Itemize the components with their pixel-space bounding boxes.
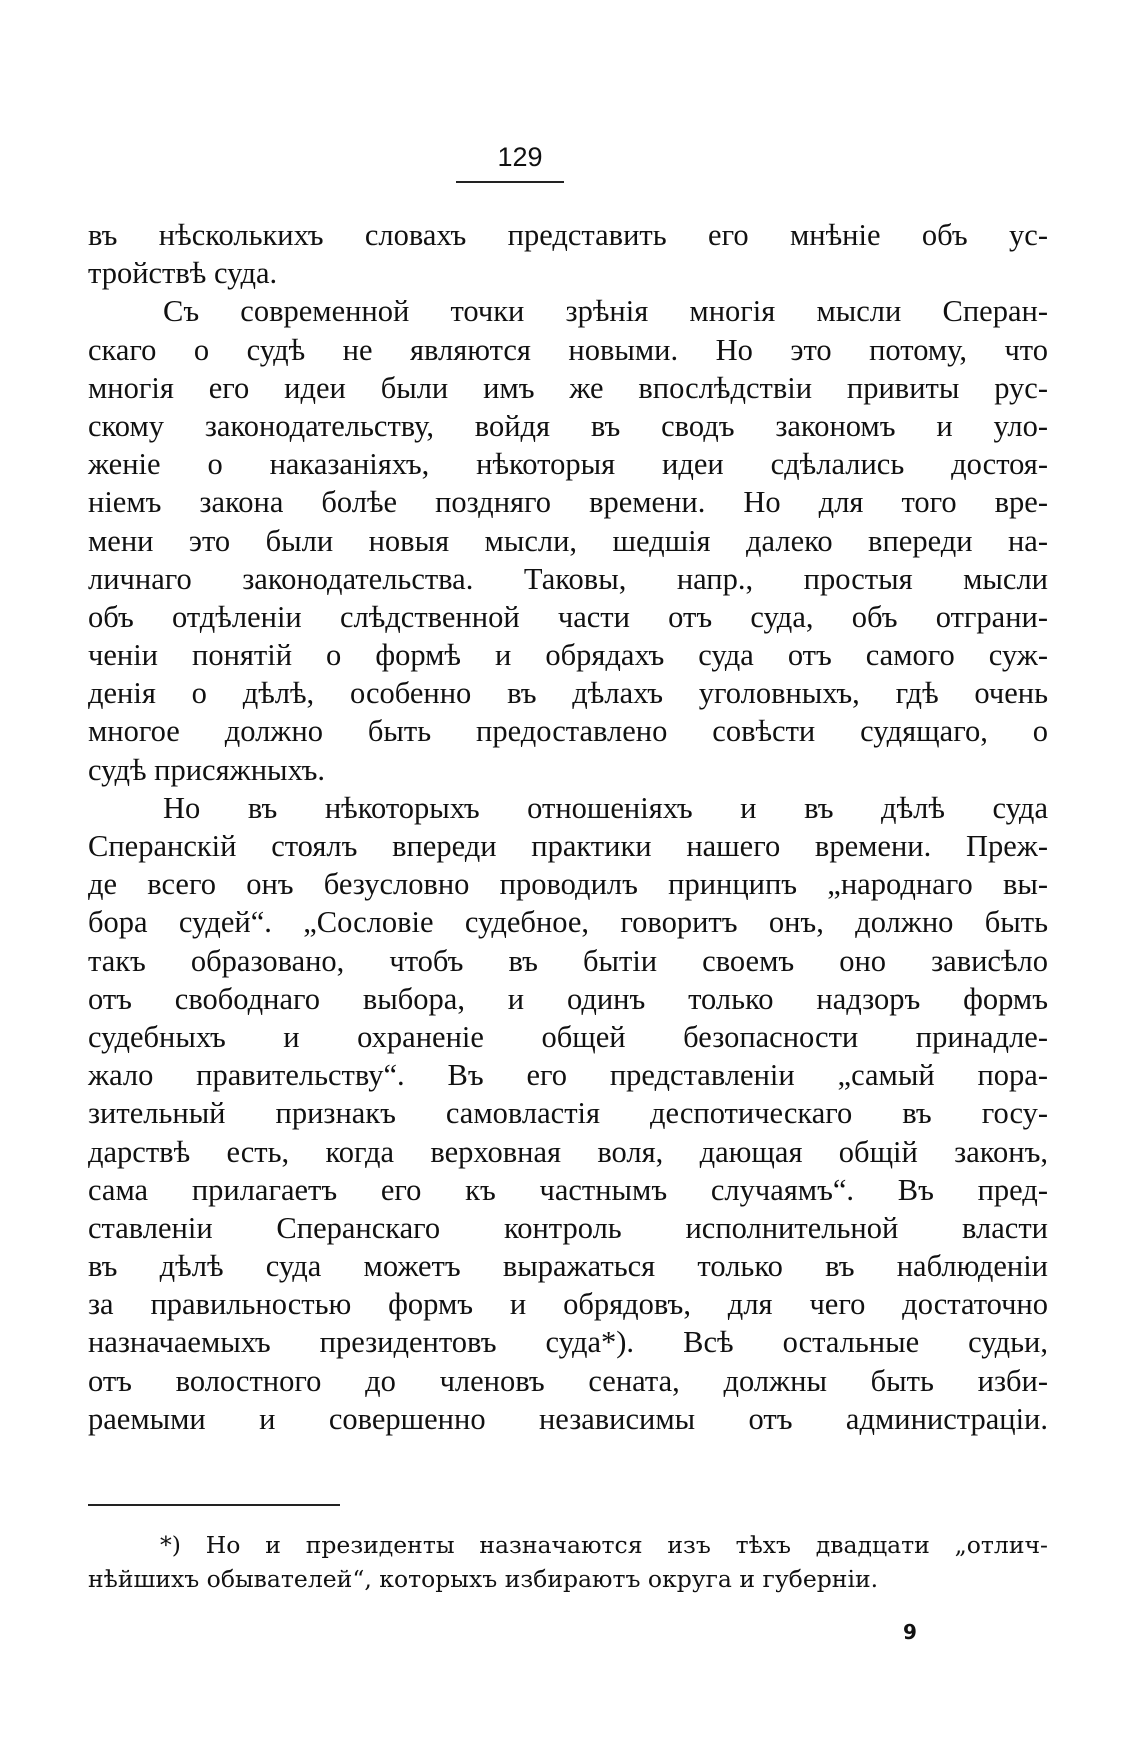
footnote-line: нѣйшихъ обывателей“, которыхъ избираютъ округа и губерніи.	[88, 1565, 879, 1593]
signature-mark: 9	[903, 1620, 917, 1644]
body-line: бора судей“. „Сословіе судебное, говоритъ онъ, должно быть	[88, 905, 1048, 940]
body-line: скому законодательству, войдя въ сводъ закономъ и уло-	[88, 408, 1048, 443]
body-line: Сперанскій стоялъ впереди практики нашего времени. Преж-	[88, 829, 1048, 863]
body-line: зительный признакъ самовластія деспотическаго въ госу-	[88, 1096, 1048, 1131]
footnote	[88, 1528, 1048, 1596]
body-line: раемыми и совершенно независимы отъ администраціи.	[88, 1401, 1048, 1436]
body-line: въ дѣлѣ суда можетъ выражаться только въ наблюденіи	[88, 1249, 1048, 1284]
body-line: многое должно быть предоставлено совѣсти судящаго, о	[88, 714, 1048, 749]
body-line: мени это были новыя мысли, шедшія далеко впереди на-	[88, 523, 1048, 558]
body-line: такъ образовано, чтобъ въ бытіи своемъ оно зависѣло	[88, 943, 1048, 978]
body-line: Но въ нѣкоторыхъ отношеніяхъ и въ дѣлѣ суда	[163, 790, 1048, 825]
body-line: Съ современной точки зрѣнія многія мысли Сперан-	[163, 294, 1048, 329]
body-line: отъ волостного до членовъ сената, должны быть изби-	[88, 1363, 1048, 1398]
body-line: де всего онъ безусловно проводилъ принципъ „народнаго вы-	[88, 867, 1048, 902]
body-line: дарствѣ есть, когда верховная воля, дающая общій законъ,	[88, 1134, 1048, 1169]
body-line: судѣ присяжныхъ.	[88, 752, 326, 787]
body-line: скаго о судѣ не являются новыми. Но это потому, что	[88, 332, 1048, 367]
footnote-line: *) Но и президенты назначаются изъ тѣхъ двадцати „отлич-	[160, 1531, 1048, 1559]
body-line: денія о дѣлѣ, особенно въ дѣлахъ уголовныхъ, гдѣ очень	[88, 676, 1048, 711]
body-line: объ отдѣленіи слѣдственной части отъ суда, объ отграни-	[88, 599, 1048, 634]
body-line: назначаемыхъ президентовъ суда*). Всѣ остальные судьи,	[88, 1325, 1048, 1360]
body-line: въ нѣсколькихъ словахъ представить его мнѣніе объ ус-	[88, 218, 1048, 252]
body-line: ченіи понятій о формѣ и обрядахъ суда отъ самого суж-	[88, 638, 1048, 673]
body-line: многія его идеи были имъ же впослѣдствіи привиты рус-	[88, 370, 1048, 405]
page-number: 129	[497, 142, 543, 172]
footnote-rule	[88, 1504, 340, 1506]
body-line: за правильностью формъ и обрядовъ, для чего достаточно	[88, 1287, 1048, 1322]
body-line: личнаго законодательства. Таковы, напр., простыя мысли	[88, 561, 1048, 596]
body-line: женіе о наказаніяхъ, нѣкоторыя идеи сдѣлались достоя-	[88, 447, 1048, 482]
body-line: ставленіи Сперанскаго контроль исполнительной власти	[88, 1210, 1048, 1245]
page-number-rule	[456, 181, 564, 183]
body-line: ніемъ закона болѣе поздняго времени. Но для того вре-	[88, 485, 1048, 520]
body-text	[88, 216, 1048, 1438]
body-line: отъ свободнаго выбора, и одинъ только надзоръ формъ	[88, 981, 1048, 1016]
body-line: сама прилагаетъ его къ частнымъ случаямъ“. Въ пред-	[88, 1172, 1048, 1207]
body-line: тройствѣ суда.	[88, 256, 278, 291]
body-line: судебныхъ и охраненіе общей безопасности принадле-	[88, 1019, 1048, 1054]
body-line: жало правительству“. Въ его представленіи „самый пора-	[88, 1058, 1048, 1093]
